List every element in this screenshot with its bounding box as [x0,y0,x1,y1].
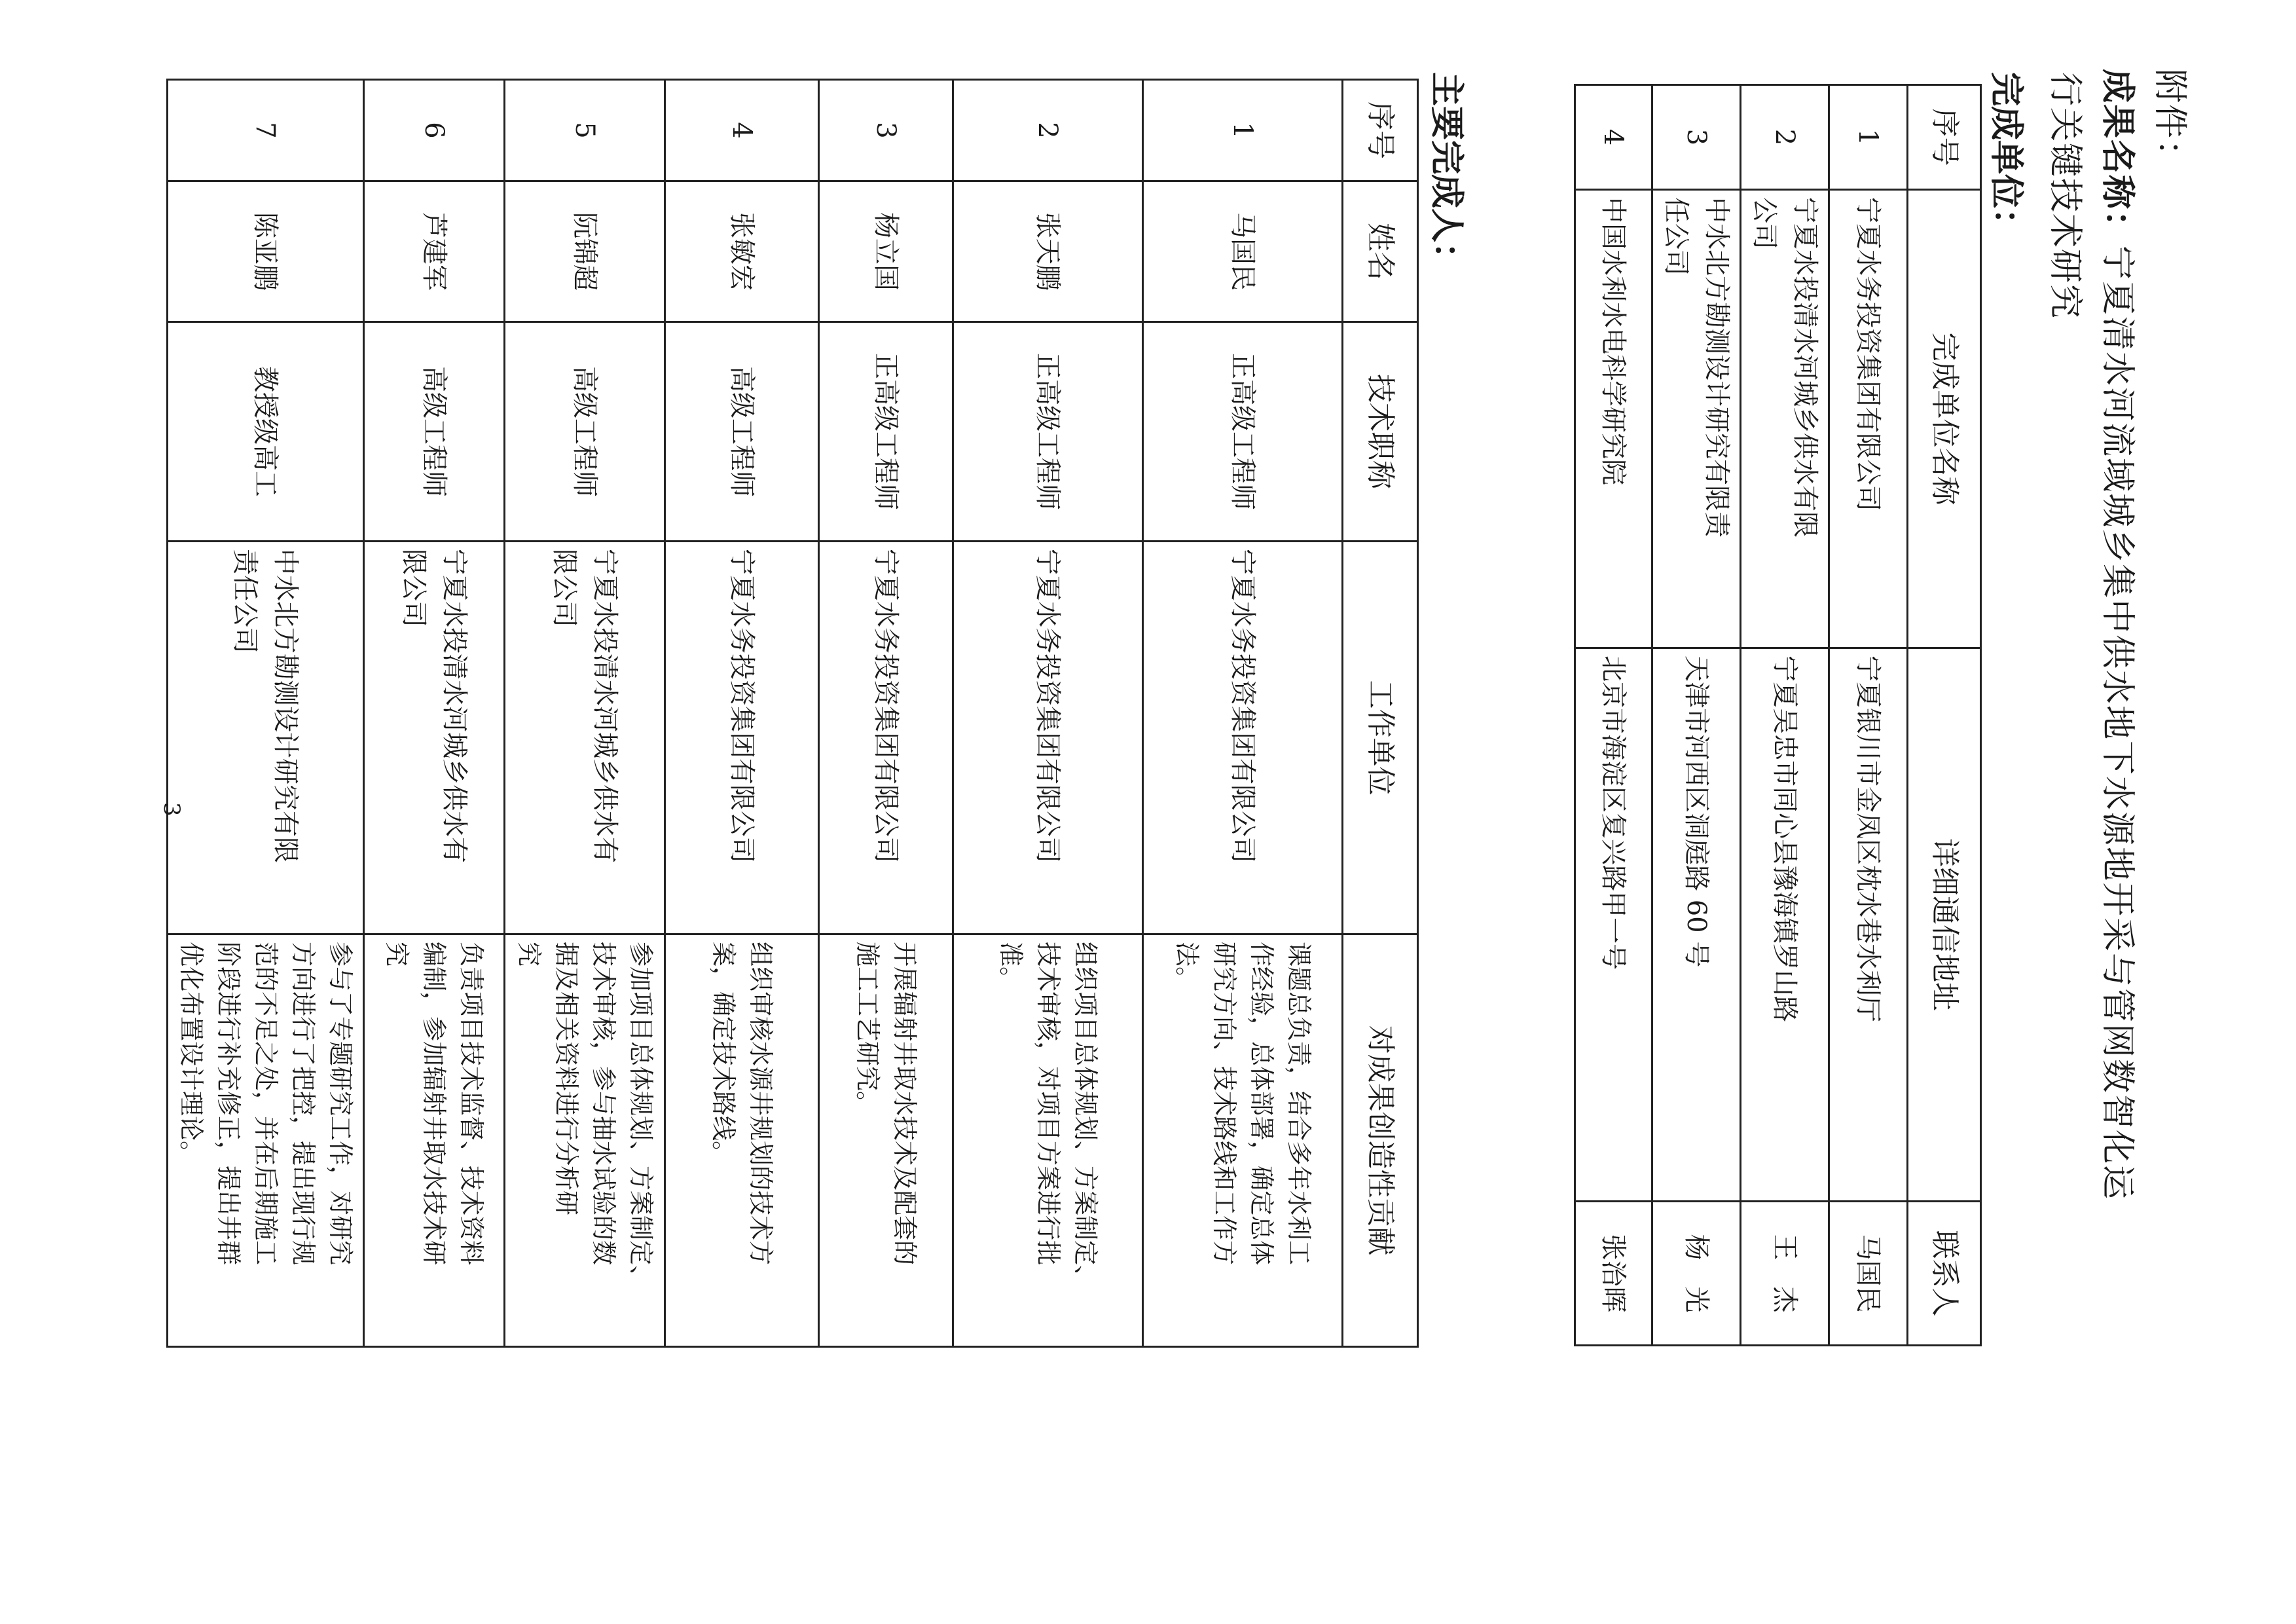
person-contribution-line: 究 [515,942,543,967]
person-contribution-line: 组织项目总体规划、方案制定、 [1071,942,1100,1291]
person-unit [953,542,1143,934]
person-contribution-line: 作经验，总体部署，确定总体 [1247,942,1276,1266]
person-unit-line: 宁夏水投清水河城乡供水有 [439,549,469,863]
person-name: 张天鹏 [953,181,1143,322]
person-contribution [168,934,364,1347]
person-no: 5 [505,80,665,181]
person-contribution-line: 方向进行了把控，提出现行规 [289,942,318,1266]
person-name: 张敏宏 [665,181,819,322]
person-unit [364,542,505,934]
person-contribution [819,934,953,1347]
person-unit [1143,542,1343,934]
units-header-contact: 联系人 [1908,1202,1981,1346]
person-unit [168,542,364,934]
table-row [364,80,505,1347]
person-no: 7 [168,80,364,181]
persons-header-name: 姓名 [1343,181,1418,322]
table-row [1575,85,1652,1346]
person-title: 教授级高工 [168,322,364,542]
unit-address: 北京市海淀区复兴路甲一号 [1575,648,1652,1202]
person-contribution-line: 据及相关资料进行分析研 [552,942,581,1216]
attachment-label: 附件： [2150,69,2189,175]
person-unit-line: 宁夏水务投资集团有限公司 [1032,549,1063,863]
unit-name-line: 任公司 [1661,197,1691,276]
table-row [1143,80,1343,1347]
person-unit-line: 责任公司 [230,549,261,654]
achievement-name-line2: 行关键技术研究 [2045,72,2085,320]
person-no: 2 [953,80,1143,181]
achievement-label: 成果名称： [2098,69,2137,246]
person-unit-line: 宁夏水务投资集团有限公司 [727,549,757,863]
units-header-address: 详细通信地址 [1908,648,1981,1202]
table-row [1741,85,1829,1346]
person-unit-line: 限公司 [549,549,579,627]
person-unit [819,542,953,934]
person-title: 高级工程师 [505,322,665,542]
person-title: 高级工程师 [665,322,819,542]
unit-address: 天津市河西区洞庭路 60 号 [1652,648,1741,1202]
person-contribution-line: 究 [382,942,412,967]
unit-name-line: 宁夏水务投资集团有限公司 [1853,197,1884,511]
units-header-name: 完成单位名称 [1908,190,1981,648]
person-unit-line: 宁夏水投清水河城乡供水有 [590,549,620,863]
person-contribution-line: 准。 [996,942,1025,992]
unit-name [1741,190,1829,648]
unit-no: 2 [1741,85,1829,190]
person-contribution-line: 课题总负责，结合多年水利工 [1285,942,1313,1266]
person-contribution-line: 负责项目技术监督、技术资料 [457,942,486,1266]
person-name: 芦建军 [364,181,505,322]
unit-no: 4 [1575,85,1652,190]
unit-contact: 马国民 [1829,1202,1908,1346]
persons-section-title: 主要完成人： [1427,72,1466,277]
person-contribution-line: 开展辐射井取水技术及配套的 [890,942,919,1266]
table-row [505,80,665,1347]
unit-address: 宁夏银川市金凤区枕水巷水利厅 [1829,648,1908,1202]
unit-name [1652,190,1741,648]
person-unit-line: 宁夏水务投资集团有限公司 [871,549,901,863]
persons-header-contribution: 对成果创造性贡献 [1343,934,1418,1347]
table-row [819,80,953,1347]
units-table [1574,84,1982,1346]
unit-no: 3 [1652,85,1741,190]
person-contribution-line: 研究方向、技术路线和工作方 [1210,942,1239,1266]
person-name: 陈亚鹏 [168,181,364,322]
unit-name-line: 中水北方勘测设计研究有限责 [1702,197,1732,538]
table-row [1652,85,1741,1346]
person-unit-line: 宁夏水务投资集团有限公司 [1228,549,1258,863]
person-unit [505,542,665,934]
person-unit-line: 中水北方勘测设计研究有限 [270,549,301,863]
person-unit [665,542,819,934]
person-no: 1 [1143,80,1343,181]
person-contribution-line: 组织审核水源井规划的技术方 [746,942,775,1266]
person-contribution-line: 范的不足之处，并在后期施工 [251,942,280,1266]
person-contribution-line: 技术审核，参与抽水试验的数 [589,942,618,1266]
unit-name [1575,190,1652,648]
person-contribution-line: 优化布置设计理论。 [177,942,206,1166]
person-contribution-line: 施工工艺研究。 [853,942,882,1116]
achievement-name-line1: 宁夏清水河流域城乡集中供水地下水源地开采与管网数智化运 [2098,246,2137,1201]
person-title: 正高级工程师 [819,322,953,542]
unit-address: 宁夏吴忠市同心县豫海镇罗山路 [1741,648,1829,1202]
table-row [168,80,364,1347]
unit-contact: 杨 光 [1652,1202,1741,1346]
person-no: 6 [364,80,505,181]
unit-name [1829,190,1908,648]
unit-contact: 王 杰 [1741,1202,1829,1346]
person-contribution-line: 阶段进行补充修正，提出井群 [214,942,243,1266]
units-header-no: 序号 [1908,85,1981,190]
person-contribution-line: 案，确定技术路线。 [709,942,738,1166]
table-row [665,80,819,1347]
units-section-title: 完成单位： [1986,72,2026,243]
persons-table [166,79,1419,1348]
person-no: 3 [819,80,953,181]
person-contribution-line: 参加项目总体规划、方案制定、 [627,942,655,1291]
person-contribution-line: 技术审核，对项目方案进行批 [1034,942,1063,1266]
person-name: 阮锦超 [505,181,665,322]
person-contribution [953,934,1143,1347]
person-contribution [1143,934,1343,1347]
person-contribution-line: 编制，参加辐射井取水技术研 [420,942,449,1266]
unit-name-line: 宁夏水投清水河城乡供水有限 [1790,197,1820,538]
unit-contact: 张治晖 [1575,1202,1652,1346]
table-row [953,80,1143,1347]
person-title: 高级工程师 [364,322,505,542]
person-contribution-line: 参与了专题研究工作，对研究 [326,942,355,1266]
unit-name-line: 中国水利水电科学研究院 [1598,197,1629,485]
person-no: 4 [665,80,819,181]
unit-no: 1 [1829,85,1908,190]
person-name: 马国民 [1143,181,1343,322]
unit-name-line: 公司 [1749,197,1779,249]
persons-header-title: 技术职称 [1343,322,1418,542]
person-title: 正高级工程师 [1143,322,1343,542]
person-unit-line: 限公司 [399,549,429,627]
persons-header-no: 序号 [1343,80,1418,181]
page-number: 3 [158,802,185,817]
table-row [1829,85,1908,1346]
achievement-title [2096,69,2145,1200]
person-contribution [505,934,665,1347]
person-name: 杨立国 [819,181,953,322]
person-contribution-line: 法。 [1173,942,1201,992]
person-contribution [364,934,505,1347]
persons-header-unit: 工作单位 [1343,542,1418,934]
person-contribution [665,934,819,1347]
person-title: 正高级工程师 [953,322,1143,542]
